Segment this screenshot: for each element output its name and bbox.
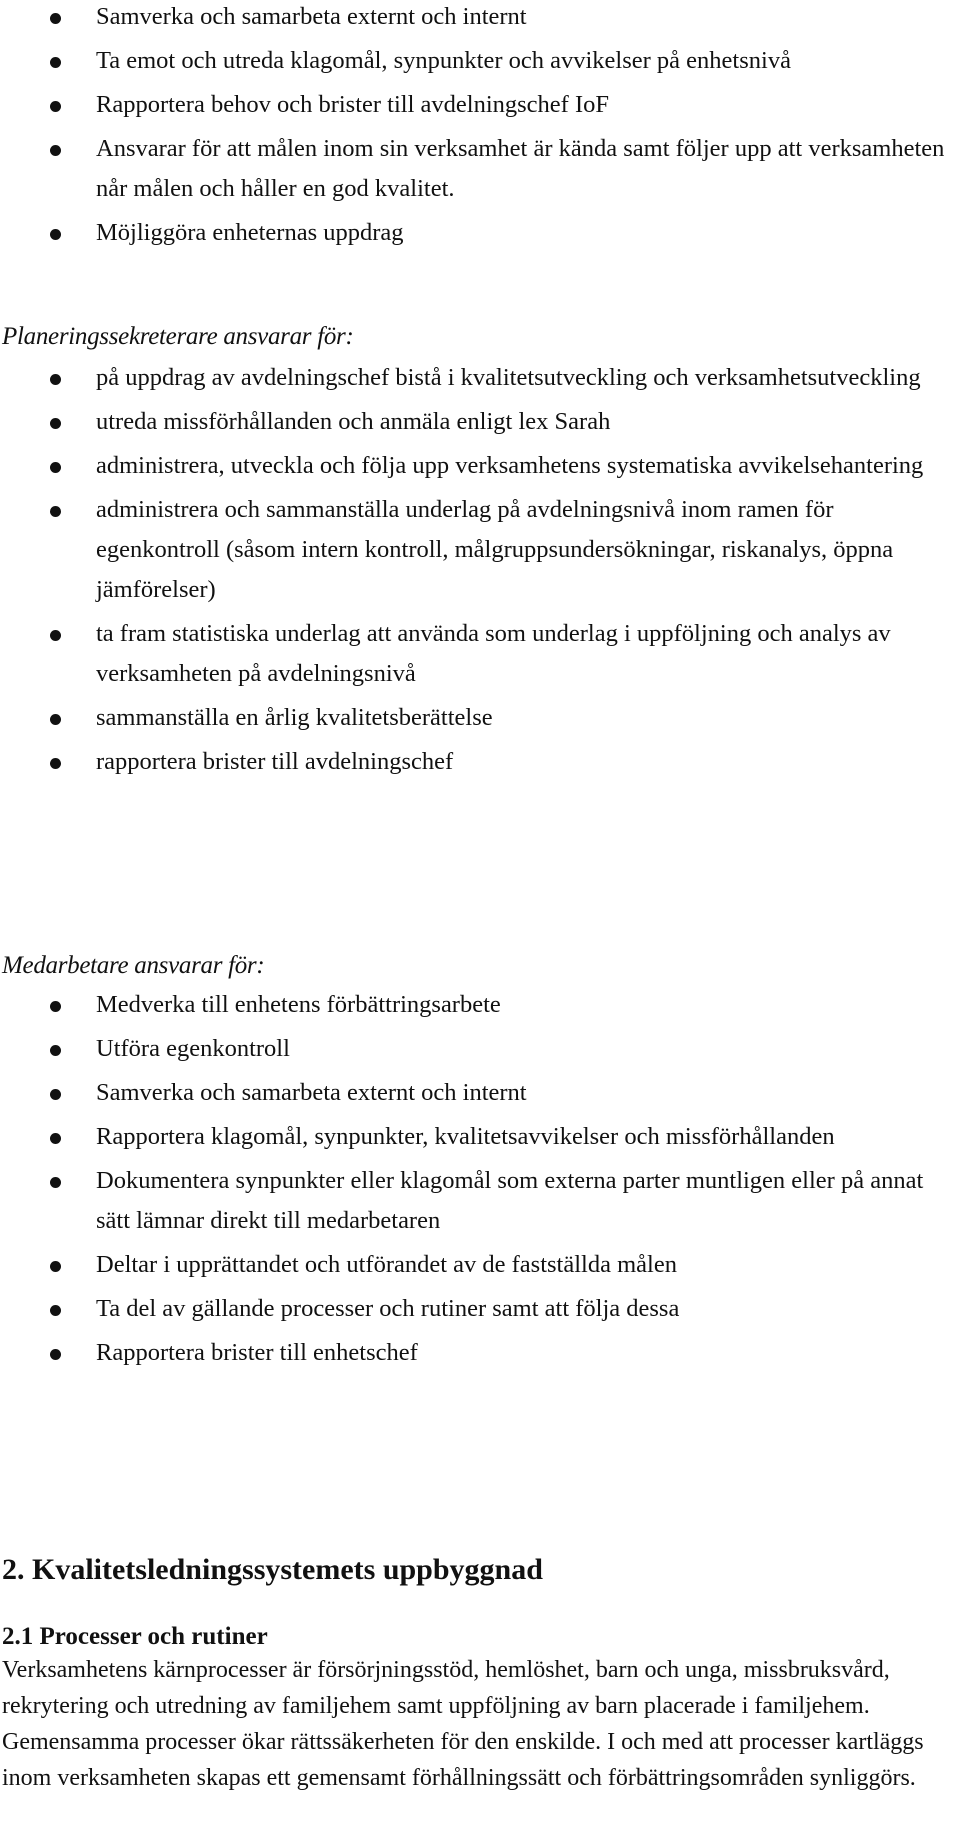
bullet-icon — [50, 1177, 61, 1188]
bullet-icon — [50, 1305, 61, 1316]
manager-task-item — [0, 0, 960, 37]
staff-task-item-text: Medverka till enhetens förbättringsarbete — [96, 991, 501, 1018]
manager-task-item-text: Ta emot och utreda klagomål, synpunkter och avvikelser på enhetsnivå — [96, 47, 791, 74]
planning-task-item-text: ta fram statistiska underlag att använda som underlag i uppföljning och analys av verksamheten på avdelningsnivå — [96, 620, 891, 687]
manager-task-item — [0, 213, 960, 253]
responsibility-list-planning-secretary — [0, 358, 960, 786]
staff-task-item — [0, 1029, 960, 1069]
bullet-icon — [50, 630, 61, 641]
staff-task-item-text: Samverka och samarbeta externt och internt — [96, 1079, 527, 1106]
staff-task-item — [0, 1117, 960, 1157]
staff-task-item-text: Dokumentera synpunkter eller klagomål som externa parter muntligen eller på annat sätt lämnar direkt till medarbetaren — [96, 1167, 924, 1234]
staff-task-item-text: Deltar i upprättandet och utförandet av de fastställda målen — [96, 1251, 677, 1278]
staff-task-item — [0, 1161, 960, 1241]
bullet-icon — [50, 13, 61, 24]
bullet-icon — [50, 462, 61, 473]
staff-task-item-text: Utföra egenkontroll — [96, 1035, 290, 1062]
planning-task-item-text: sammanställa en årlig kvalitetsberättelse — [96, 704, 493, 731]
bullet-icon — [50, 145, 61, 156]
bullet-icon — [50, 1349, 61, 1360]
planning-task-item-text: administrera och sammanställa underlag på avdelningsnivå inom ramen för egenkontroll (såsom intern kontroll, målgruppsundersökningar, riskanalys, öppna jämförelser) — [96, 496, 894, 603]
planning-task-item-text: på uppdrag av avdelningschef bistå i kvalitetsutveckling och verksamhetsutveckling — [96, 364, 921, 391]
staff-heading: Medarbetare ansvarar för: — [2, 952, 265, 979]
staff-task-item — [0, 1245, 960, 1285]
responsibility-list-manager — [0, 0, 960, 257]
planning-task-item-text: rapportera brister till avdelningschef — [96, 748, 454, 775]
manager-task-item-text: Rapportera behov och brister till avdelningschef IoF — [96, 91, 609, 118]
manager-task-item-text: Samverka och samarbeta externt och internt — [96, 3, 527, 30]
subsection-heading: 2.1 Processer och rutiner — [2, 1623, 268, 1650]
bullet-icon — [50, 101, 61, 112]
staff-task-item-text: Rapportera brister till enhetschef — [96, 1339, 418, 1366]
bullet-icon — [50, 758, 61, 769]
bullet-icon — [50, 229, 61, 240]
planning-task-item — [0, 698, 960, 738]
bullet-icon — [50, 1045, 61, 1056]
staff-task-item — [0, 985, 960, 1025]
bullet-icon — [50, 1261, 61, 1272]
planning-task-item-text: administrera, utveckla och följa upp verksamhetens systematiska avvikelsehantering — [96, 452, 924, 479]
manager-task-item-text: Möjliggöra enheternas uppdrag — [96, 219, 404, 246]
manager-task-item-text: Ansvarar för att målen inom sin verksamhet är kända samt följer upp att verksamheten når målen och håller en god kvalitet. — [96, 135, 945, 202]
bullet-icon — [50, 1001, 61, 1012]
bullet-icon — [50, 506, 61, 517]
planning-task-item — [0, 490, 960, 610]
bullet-icon — [50, 418, 61, 429]
responsibility-list-staff — [0, 985, 960, 1377]
planning-task-item — [0, 358, 960, 398]
staff-task-item-text: Rapportera klagomål, synpunkter, kvalitetsavvikelser och missförhållanden — [96, 1123, 835, 1150]
staff-task-item — [0, 1289, 960, 1329]
planning-task-item — [0, 614, 960, 694]
staff-task-item-text: Ta del av gällande processer och rutiner samt att följa dessa — [96, 1295, 680, 1322]
bullet-icon — [50, 57, 61, 68]
staff-task-item — [0, 1333, 960, 1373]
section-heading: 2. Kvalitetsledningssystemets uppbyggnad — [2, 1553, 543, 1586]
manager-task-item — [0, 129, 960, 209]
staff-task-item — [0, 1073, 960, 1113]
planning-task-item-text: utreda missförhållanden och anmäla enligt lex Sarah — [96, 408, 611, 435]
planning-secretary-heading: Planeringssekreterare ansvarar för: — [2, 323, 354, 350]
bullet-icon — [50, 374, 61, 385]
planning-task-item — [0, 742, 960, 782]
manager-task-item — [0, 85, 960, 125]
bullet-icon — [50, 1089, 61, 1100]
manager-task-item — [0, 41, 960, 81]
body-paragraph: Verksamhetens kärnprocesser är försörjningsstöd, hemlöshet, barn och unga, missbruksvård, rekrytering och utredning av familjehem samt uppföljning av barn placerade i familjehem. Gemensamma processer ökar rättssäkerheten för den enskilde. I och med att processer kartläggs inom verksamheten skapas ett gemensamt förhållningssätt och förbättringsområden synliggörs. — [2, 1657, 924, 1791]
planning-task-item — [0, 446, 960, 486]
bullet-icon — [50, 1133, 61, 1144]
planning-task-item — [0, 402, 960, 442]
bullet-icon — [50, 714, 61, 725]
